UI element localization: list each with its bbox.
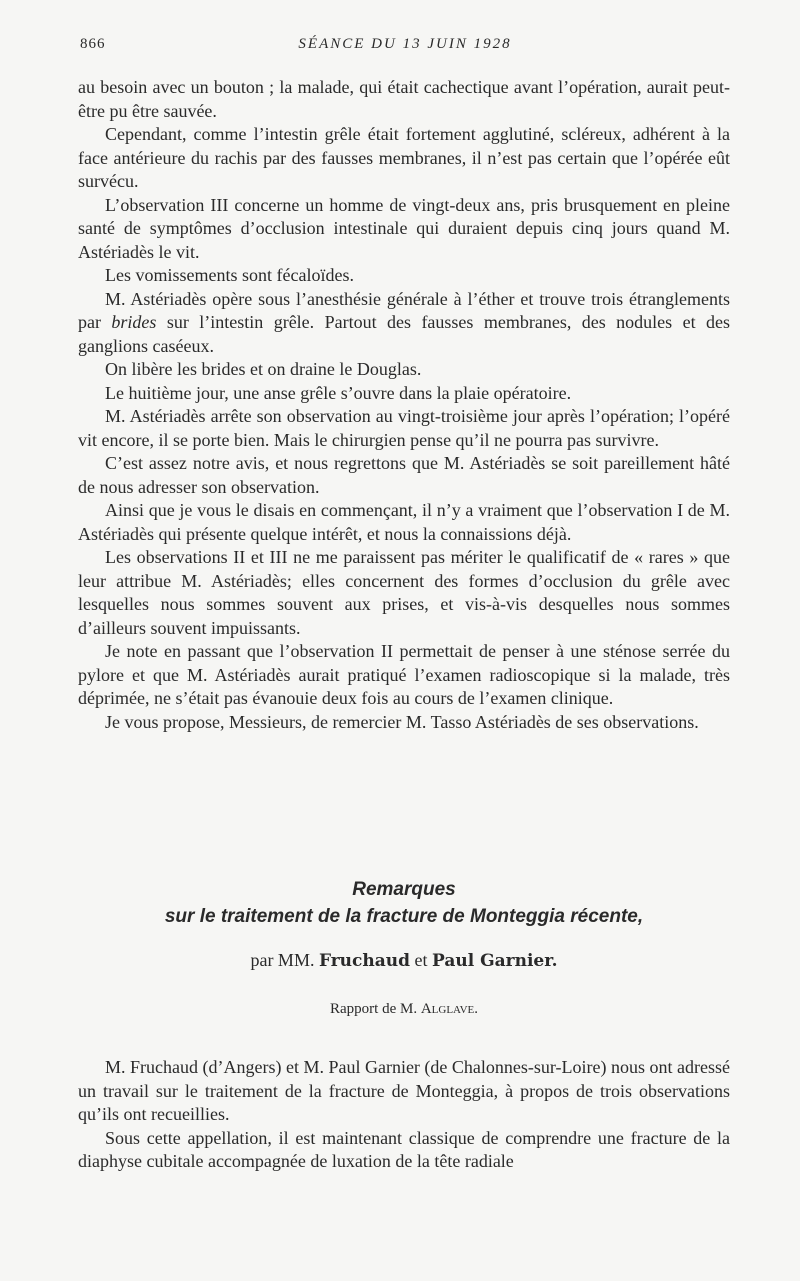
body-text-bottom [78, 1056, 730, 1174]
paragraph-brides [78, 288, 730, 359]
report-prefix: Rapport de M. [330, 1001, 418, 1017]
paragraph: C’est assez notre avis, et nous regrettons que M. Astériadès se soit pareillement hâté de nous adresser son observation. [78, 453, 730, 497]
paragraph: Cependant, comme l’intestin grêle était fortement agglutiné, scléreux, adhérent à la face antérieure du rachis par des fausses membranes, il n’est pas certain que l’opérée eût survécu. [78, 124, 730, 191]
title-line-1: Remarques [352, 879, 456, 900]
running-title: SÉANCE DU 13 JUIN 1928 [298, 36, 512, 52]
author-name: Paul Garnier. [432, 951, 558, 971]
author-name: Fruchaud [318, 951, 411, 971]
authors-and: et [414, 950, 428, 970]
article-title [78, 876, 730, 930]
reporter-name: Alglave. [420, 1001, 478, 1017]
paragraph: M. Fruchaud (d’Angers) et M. Paul Garnier (de Chalonnes-sur-Loire) nous ont adressé un travail sur le traitement de la fracture de Monteggia, à propos de trois observations qu’ils ont recueillies. [78, 1057, 730, 1124]
paragraph: Ainsi que je vous le disais en commençant, il n’y a vraiment que l’observation I de M. Astériadès qui présente quelque intérêt, et nous la connaissions déjà. [78, 500, 730, 544]
page-number: 866 [80, 36, 106, 52]
paragraph: M. Astériadès arrête son observation au vingt-troisième jour après l’opération; l’opéré vit encore, il se porte bien. Mais le chirurgien pense qu’il ne pourra pas survivre. [78, 406, 730, 450]
body-text-top [78, 76, 730, 734]
article-authors [78, 950, 730, 971]
paragraph: Sous cette appellation, il est maintenant classique de comprendre une fracture de la diaphyse cubitale accompagnée de luxation de la tête radiale [78, 1127, 730, 1171]
paragraph: au besoin avec un bouton ; la malade, qui était cachectique avant l’opération, aurait peut-être pu être sauvée. [78, 77, 730, 121]
paragraph: Je note en passant que l’observation II permettait de penser à une sténose serrée du pylore et que M. Astériadès aurait pratiqué l’examen radioscopique si la malade, très déprimée, ne s’était pas évanouie deux fois au cours de l’examen clinique. [78, 641, 730, 708]
title-line-2: sur le traitement de la fracture de Monteggia récente, [164, 906, 644, 927]
paragraph: Je vous propose, Messieurs, de remercier M. Tasso Astériadès de ses observations. [105, 711, 699, 732]
page-header [80, 36, 730, 58]
report-line [78, 1001, 730, 1018]
italic-word: brides [111, 312, 157, 332]
paragraph-text: M. Astériadès opère sous l’anesthésie générale à l’éther et trouve trois étranglements par [78, 288, 730, 332]
paragraph: Les vomissements sont fécaloïdes. [105, 265, 354, 285]
paragraph: On libère les brides et on draine le Douglas. [105, 359, 422, 379]
paragraph: L’observation III concerne un homme de vingt-deux ans, pris brusquement en pleine santé de symptômes d’occlusion intestinale qui duraient depuis cinq jours quand M. Astériadès le vit. [78, 194, 730, 262]
paragraph-text: sur l’intestin grêle. Partout des fausses membranes, des nodules et des ganglions caséeux. [78, 312, 731, 356]
authors-prefix: par MM. [250, 950, 315, 970]
paragraph: Les observations II et III ne me paraissent pas mériter le qualificatif de « rares » que leur attribue M. Astériadès; elles concernent des formes d’occlusion du grêle avec lesquelles nous sommes souvent aux prises, et vis-à-vis desquelles nous sommes d’ailleurs souvent impuissants. [78, 547, 730, 638]
paragraph: Le huitième jour, une anse grêle s’ouvre dans la plaie opératoire. [105, 382, 572, 403]
